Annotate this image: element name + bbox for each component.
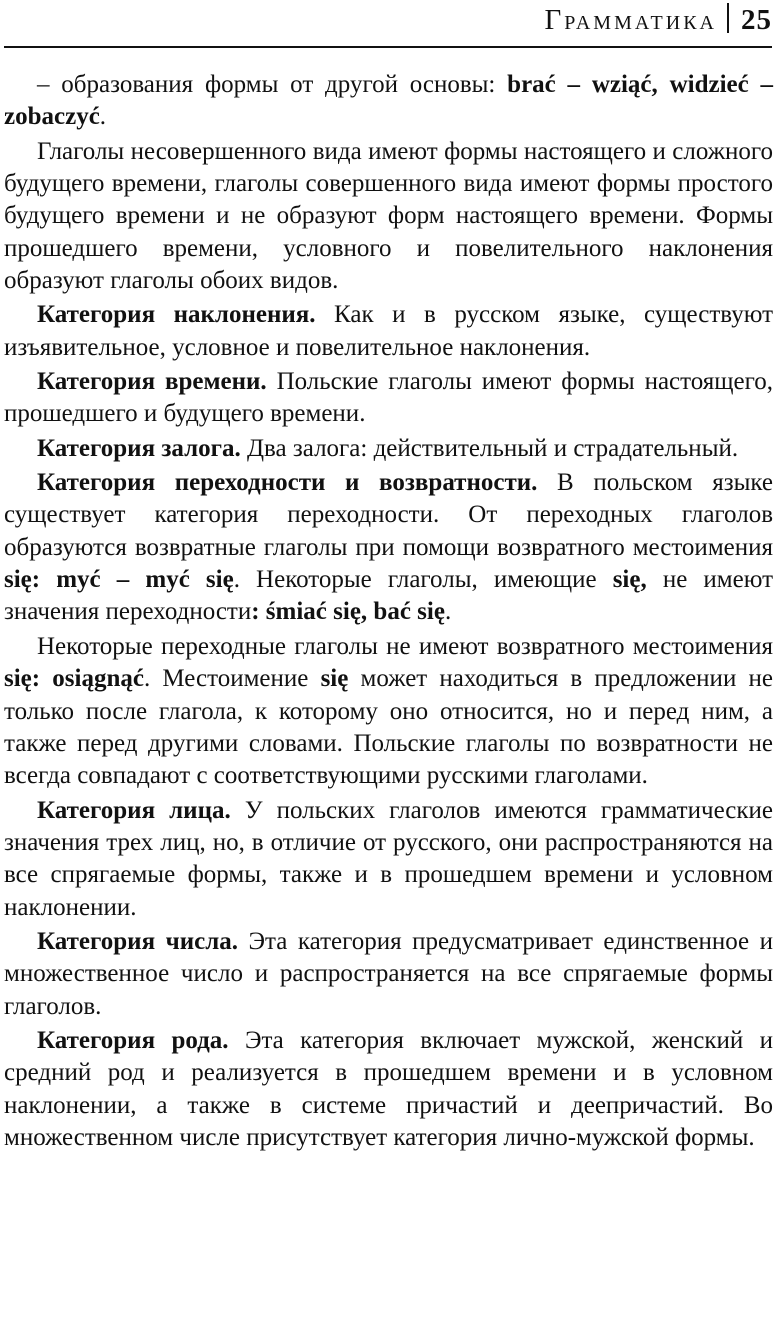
paragraph-gender [4,1025,773,1155]
category-heading: Категория рода. [37,1026,229,1054]
paragraph-transitivity [4,467,773,629]
paragraph-text: . [444,598,452,626]
header-separator [727,3,729,33]
paragraph-text: – образования формы от другой основы: [37,71,508,98]
example-words: się [320,665,349,693]
example-words: się, [612,566,647,594]
category-heading: Категория числа. [37,927,238,955]
category-heading: Категория переходности и возвратности. [37,468,538,496]
category-heading: Категория лица. [37,796,231,824]
paragraph-number [4,926,773,1023]
paragraph-mood [4,299,773,364]
paragraph-aspect-forms [4,136,773,298]
paragraph-text: . [99,103,107,131]
example-words: się: osiągnąć [4,665,144,693]
category-heading: Категория наклонения. [37,301,316,329]
page-number: 25 [741,4,772,36]
paragraph-text: Глаголы несовершенного вида имеют формы настоящего и сложного будущего времени, глаголы совершенного вида имеют формы простого будущего времени и не образуют форм настоящего времени. Формы прошедшего времени, условного и повелительного наклонения образуют глаголы обоих видов. [4,137,773,295]
paragraph-text: Два залога: действительный и страдательный. [240,434,739,462]
paragraph-text: У польских глаголов имеются грамматические значения трех лиц, но, в отличие от русского, они распространяются на все спрягаемые формы, также и в прошедшем времени и условном наклонении. [4,796,773,921]
paragraph-text: Эта категория включает мужской, женский и средний род и реализуется в прошедшем времени и в условном наклонении, а также в системе причастий и деепричастий. Во множественном числе присутствует категория лично-мужской формы. [4,1026,773,1152]
category-heading: Категория времени. [37,368,267,396]
paragraph-tense [4,366,773,431]
paragraph-text: Как и в русском языке, существуют изъявительное, условное и повелительное наклонения. [4,301,773,361]
paragraph-text: может находиться в предложении не только после глагола, к которому оно относится, но и перед ним, а также перед другими словами. Польские глаголы по возвратности не всегда совпадают с соответствующими русскими глаголами. [4,665,773,790]
paragraph-reflexive-pronoun [4,631,773,793]
paragraph-text: . Местоимение [143,665,321,693]
example-words: : śmiać się, bać się [251,598,445,626]
section-title: Грамматика [544,4,717,36]
paragraph-stem-change [4,69,773,134]
page-body [4,69,773,1156]
example-words: brać – wziąć, widzieć – zobaczyć [4,71,773,131]
paragraph-text: В польском языке существует категория переходности. От переходных глаголов образуются возвратные глаголы при помощи возвратного местоимения [4,468,773,561]
running-header [4,0,772,48]
paragraph-text: не имеют значения переходности [4,566,773,626]
paragraph-text: Польские глаголы имеют формы настоящего, прошедшего и будущего времени. [4,368,773,428]
paragraph-text: Эта категория предусматривает единственное и множественное число и распространяется на все спрягаемые формы глаголов. [4,927,774,1020]
paragraph-text: . Некоторые глаголы, имеющие [233,566,613,594]
paragraph-person [4,795,773,925]
paragraph-text: Некоторые переходные глаголы не имеют возвратного местоимения [37,632,773,660]
paragraph-voice [4,433,773,465]
example-words: się: myć – myć się [4,566,234,594]
category-heading: Категория залога. [37,434,241,462]
